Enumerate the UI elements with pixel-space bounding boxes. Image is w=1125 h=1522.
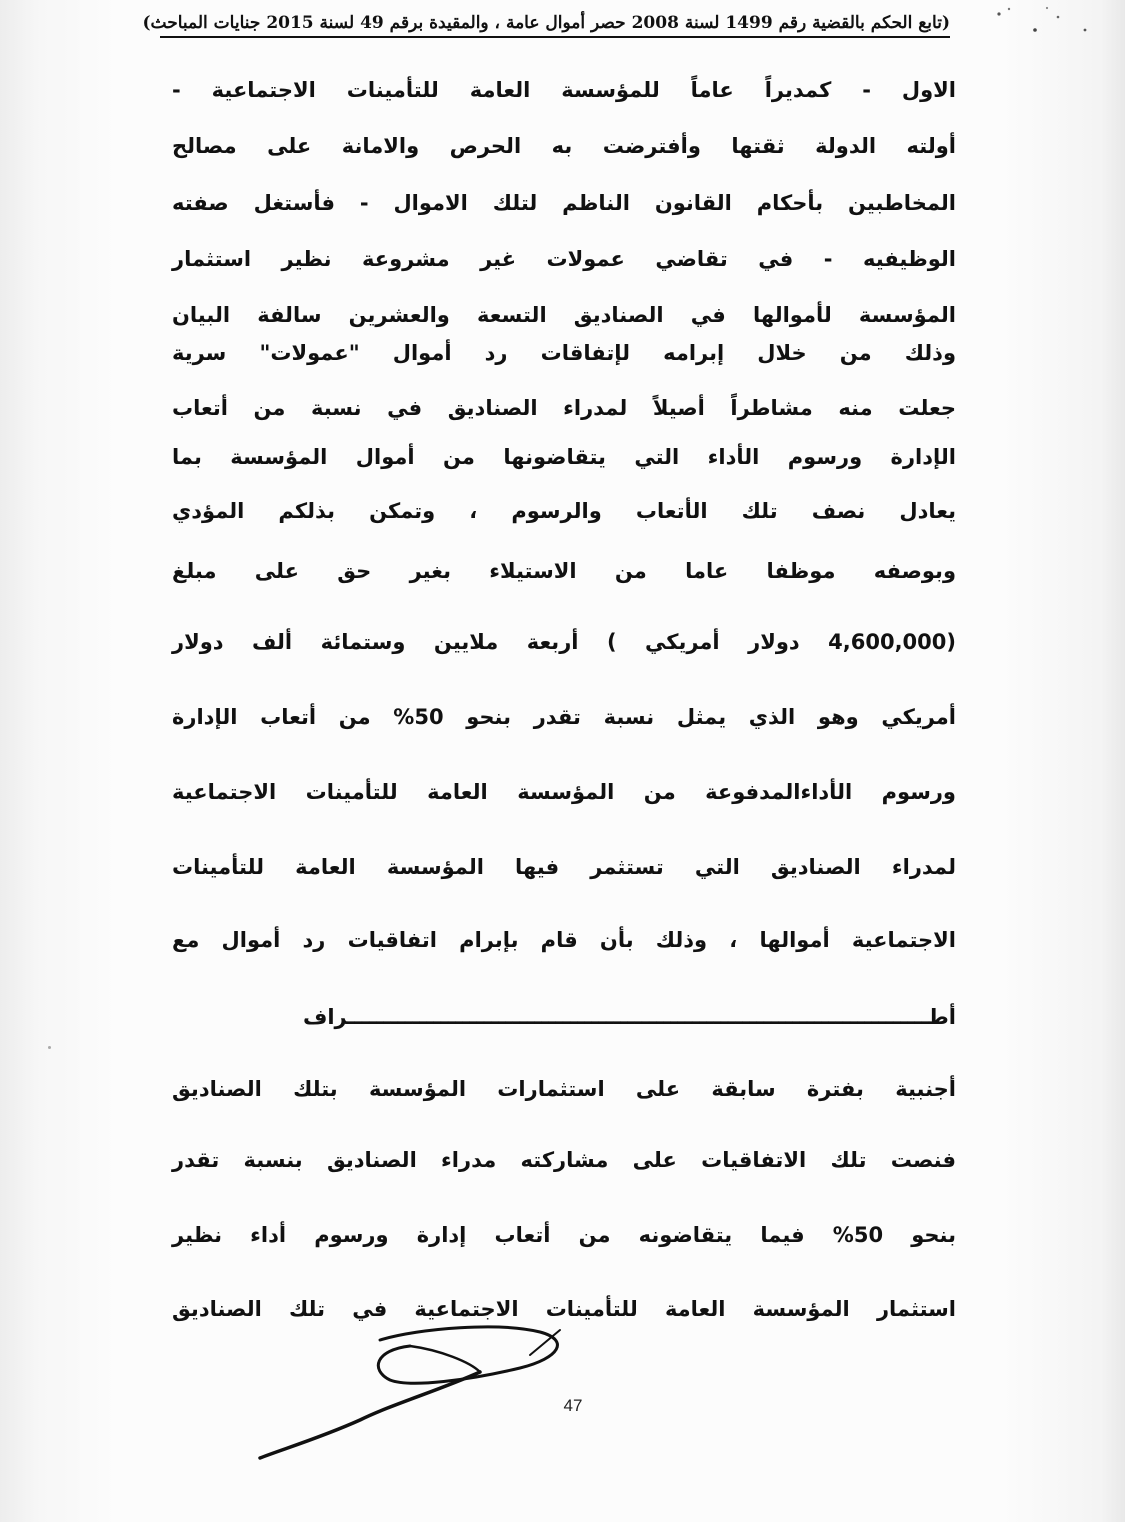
text-line-19: بنحو 50% فيما يتقاضونه من أتعاب إدارة ورسوم أداء نظير xyxy=(172,1223,956,1247)
text-line-15: الاجتماعية أموالها ، وذلك بأن قام بإبرام اتفاقيات رد أموال مع xyxy=(172,928,956,952)
text-line-6: وذلك من خلال إبرامه لإتفاقات رد أموال "عمولات" سرية xyxy=(172,341,956,365)
text-line-16: أطـــــــــــــــــــــــــــــــــــــــــــــــــــــــــــــــــــــــــــــــــراف xyxy=(302,1005,956,1029)
case-header: (تابع الحكم بالقضية رقم 1499 لسنة 2008 حصر أموال عامة ، والمقيدة برقم 49 لسنة 2015 جنايات المباحث) xyxy=(160,10,950,38)
text-line-18: فنصت تلك الاتفاقيات على مشاركته مدراء الصناديق بنسبة تقدر xyxy=(172,1148,956,1172)
text-line-4: الوظيفيه - في تقاضي عمولات غير مشروعة نظير استثمار xyxy=(172,247,956,271)
handwritten-signature xyxy=(240,1310,600,1480)
text-line-13: ورسوم الأداءالمدفوعة من المؤسسة العامة للتأمينات الاجتماعية xyxy=(172,780,956,804)
text-line-2: أولته الدولة ثقتها وأفترضت به الحرص والامانة على مصالح xyxy=(172,134,956,158)
scan-specks xyxy=(985,0,1105,40)
text-line-5: المؤسسة لأموالها في الصناديق التسعة والعشرين سالفة البيان xyxy=(172,303,956,327)
page-number: 47 xyxy=(563,1396,583,1415)
text-line-10: وبوصفه موظفا عاما من الاستيلاء بغير حق على مبلغ xyxy=(172,559,956,583)
text-line-12: أمريكي وهو الذي يمثل نسبة تقدر بنحو 50% من أتعاب الإدارة xyxy=(172,705,956,729)
text-line-14: لمدراء الصناديق التي تستثمر فيها المؤسسة العامة للتأمينات xyxy=(172,855,956,879)
text-line-11: (4,600,000 دولار أمريكي ) أربعة ملايين وستمائة ألف دولار xyxy=(172,630,956,654)
text-line-17: أجنبية بفترة سابقة على استثمارات المؤسسة بتلك الصناديق xyxy=(172,1077,956,1101)
text-line-3: المخاطبين بأحكام القانون الناظم لتلك الاموال - فأستغل صفته xyxy=(172,191,956,215)
text-line-20: استثمار المؤسسة العامة للتأمينات الاجتماعية في تلك الصناديق xyxy=(172,1297,956,1321)
text-line-1: الاول - كمديراً عاماً للمؤسسة العامة للتأمينات الاجتماعية - xyxy=(172,78,956,102)
scan-dot xyxy=(48,1046,51,1049)
text-line-8: الإدارة ورسوم الأداء التي يتقاضونها من أموال المؤسسة بما xyxy=(172,445,956,469)
text-line-7: جعلت منه مشاطراً أصيلاً لمدراء الصناديق في نسبة من أتعاب xyxy=(172,396,956,420)
text-line-9: يعادل نصف تلك الأتعاب والرسوم ، وتمكن بذلكم المؤدي xyxy=(172,499,956,523)
